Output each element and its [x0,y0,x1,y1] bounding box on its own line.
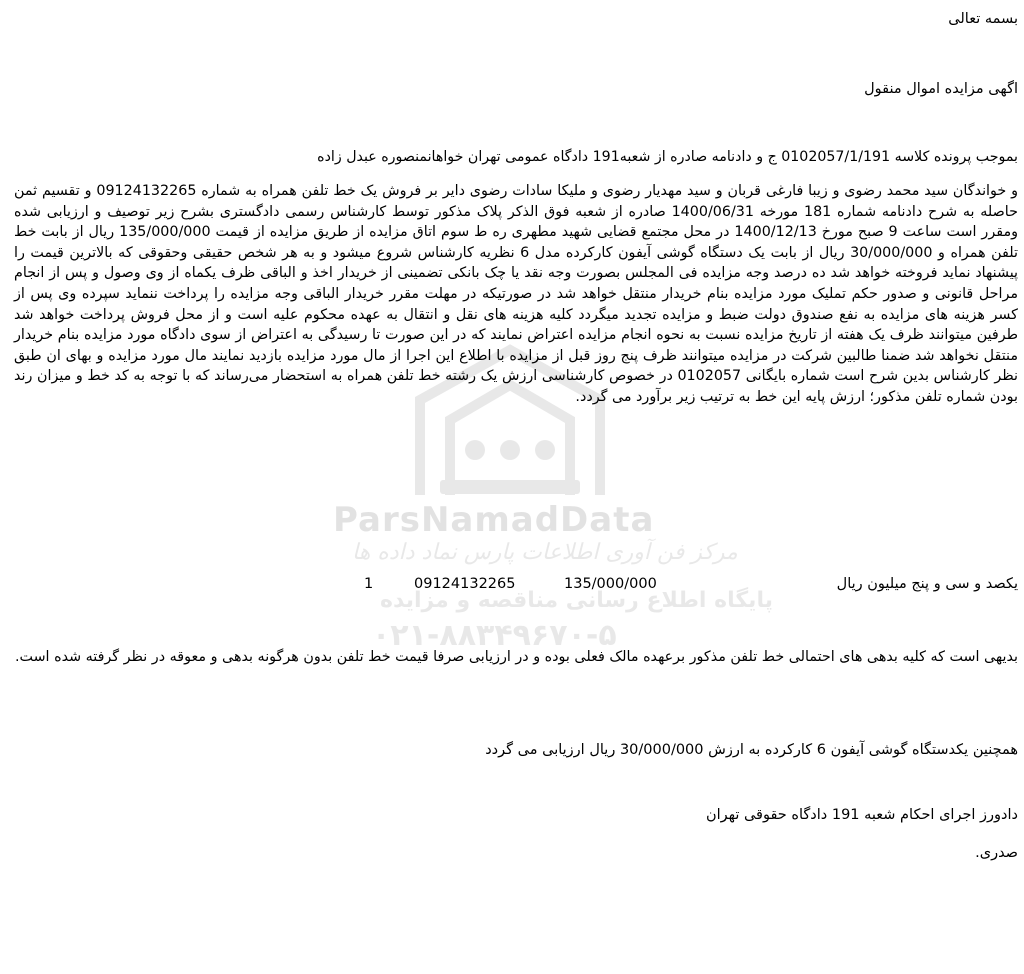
debt-note: بدیهی است که کلیه بدهی های احتمالی خط تلفن مذکور برعهده مالک فعلی بوده و در ارزیابی صرفا قیمت خط تلفن بدون هرگونه بدهی و معوقه در نظر گرفته شده است. [15,649,1018,665]
watermark-brand-fa: مرکز فن آوری اطلاعات پارس نماد داده ها [352,540,738,565]
notice-body: و خواندگان سید محمد رضوی و زیبا فارغی قربان و سید مهدیار رضوی و ملیکا سادات رضوی دایر بر فروش یک خط تلفن همراه به شماره 09124132265 و تقسیم ثمن حاصله به شرح دادنامه شماره 181 مورخه 1400/06/31 صادره از شعبه فوق الذکر پلاک مذکور توسط کارشناس رسمی دادگستری بشرح زیر توصیف و ارزیابی شده ومقرر است ساعت 9 صبح مورخ 1400/12/13 در محل مجتمع قضایی شهید مطهری ره ط سوم اتاق مزایده از طریق مزایده از قیمت 135/000/000 ریال از بابت خط تلفن همراه و 30/000/000 ریال از بابت یک دستگاه گوشی آیفون کارکرده مدل 6 نظریه کارشناس شروع میشود و به هر شخص حقیقی وحقوقی که بالاترین قیمت را پیشنهاد نماید فروخته خواهد شد ده درصد وجه مزایده فی المجلس بصورت وجه نقد یا چک بانکی تضمینی از خریدار اخذ و الباقی ظرف یکماه از وی وصول و پس از انجام مراحل قانونی و صدور حکم تملیک مورد مزایده بنام خریدار منتقل خواهد شد در صورتیکه در مهلت مقرر خریدار الباقی وجه مزایده را پرداخت ننماید سپرده وی پس از کسر هزینه های مزایده به نفع صندوق دولت ضبط و مزایده تجدید میگردد کلیه هزینه های نقل و انتقال به عهده محکوم علیه است و از محل فروش پرداخت خواهد شد طرفین میتوانند ظرف یک هفته از تاریخ مزایده نسبت به نحوه انجام مزایده اعتراض نمایند که در این صورت تا رسیدگی به اعتراض از سوی دادگاه مورد مزایده بنام خریدار منتقل نخواهد شد ضمنا طالبین شرکت در مزایده میتوانند ظرف پنج روز قبل از مزایده با اطلاع این اجرا از مال مورد مزایده بازدید نمایند مال مورد مزایده و بهای ان طبق نظر کارشناس بدین شرح است شماره بایگانی 0102057 در خصوص کارشناسی ارزش یک رشته خط تلفن همراه به استحضار می‌رساند که با توجه به کد خط و میزان رند بودن شماره تلفن مذکور؛ ارزش پایه این خط به ترتیب زیر برآورد می گردد. [14,183,1019,405]
bismillah: بسمه تعالی [948,11,1018,27]
case-reference: بموجب پرونده کلاسه 0102057/1/191 ج و دادنامه صادره از شعبه191 دادگاه عمومی تهران خواهانمنصوره عبدل زاده [317,149,1018,165]
signature-name: صدری. [975,845,1018,861]
amount-number: 135/000/000 [564,576,657,592]
valuation-row [0,576,1024,598]
watermark-phone: ۰۲۱-۸۸۳۴۹۶۷۰-۵ [372,618,617,653]
amount-in-words: یکصد و سی و پنج میلیون ریال [836,576,1018,592]
phone-valuation-note: همچنین یکدستگاه گوشی آیفون 6 کارکرده به ارزش 30/000/000 ریال ارزیابی می گردد [485,742,1018,758]
row-index: 1 [364,576,374,592]
phone-number: 09124132265 [414,576,516,592]
signature-title: دادورز اجرای احکام شعبه 191 دادگاه حقوقی تهران [705,807,1018,823]
notice-title: اگهی مزایده اموال منقول [864,81,1018,97]
watermark-brand-latin: ParsNamadData [333,500,655,540]
watermark-subtitle: پایگاه اطلاع رسانی مناقصه و مزایده [380,588,773,613]
